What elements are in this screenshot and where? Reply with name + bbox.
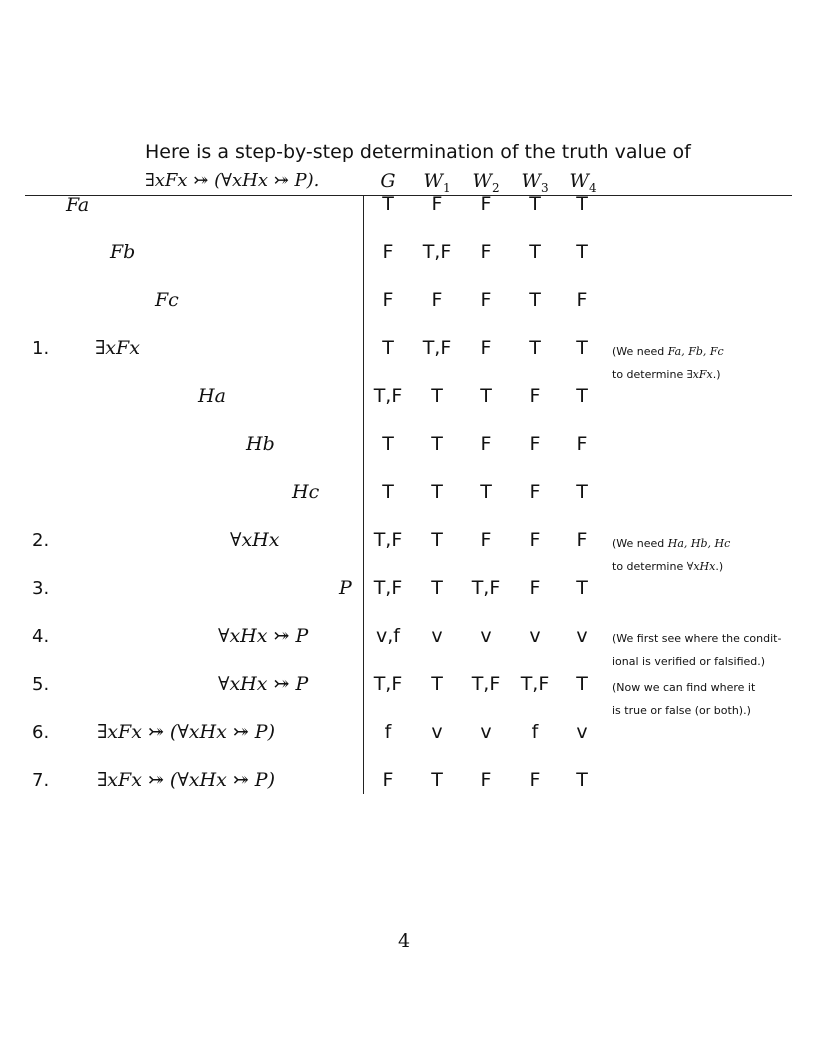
- note-universal: (We need Ha, Hb, Hc to determine ∀xHx.): [612, 537, 731, 573]
- cell-w4: T: [576, 673, 588, 695]
- row-formula: Ha: [198, 385, 226, 407]
- row-number: 7.: [32, 770, 50, 791]
- cell-w3: T: [529, 193, 541, 215]
- cell-w1: T: [431, 529, 443, 551]
- row-formula: ∀xHx ⤖ P: [218, 625, 309, 647]
- cell-w1: T,F: [422, 241, 452, 263]
- cell-w4: F: [576, 289, 588, 311]
- cell-w4: v: [576, 721, 588, 743]
- cell-w1: F: [431, 193, 443, 215]
- header-world-w4: $W_4$: [569, 170, 597, 195]
- cell-w4: T: [576, 481, 588, 503]
- cell-w3: f: [531, 721, 539, 743]
- cell-w2: T,F: [471, 673, 501, 695]
- cell-g: T,F: [373, 529, 403, 551]
- cell-w1: T: [431, 481, 443, 503]
- intro-formula-line: [145, 170, 319, 191]
- cell-w2: F: [480, 769, 492, 791]
- note-conditional-verified: (We first see where the condit- ional is verified or falsified.): [612, 632, 782, 668]
- cell-w3: T: [529, 289, 541, 311]
- cell-g: T: [382, 481, 394, 503]
- cell-w3: v: [529, 625, 541, 647]
- cell-w4: T: [576, 337, 588, 359]
- page-number: 4: [398, 930, 411, 952]
- cell-w4: T: [576, 769, 588, 791]
- cell-g: T,F: [373, 577, 403, 599]
- cell-w3: T: [529, 337, 541, 359]
- row-formula: ∃xFx ⤖ (∀xHx ⤖ P): [97, 769, 275, 791]
- cell-w3: F: [529, 481, 541, 503]
- note-existential: (We need Fa, Fb, Fc to determine ∃xFx.): [612, 345, 724, 381]
- cell-w1: T: [431, 433, 443, 455]
- intro-text: Here is a step-by-step determination of the truth value of: [145, 141, 691, 163]
- cell-w3: F: [529, 433, 541, 455]
- cell-w3: T,F: [520, 673, 550, 695]
- header-world-w2: $W_2$: [472, 170, 500, 195]
- row-formula: Fb: [110, 241, 136, 263]
- cell-w2: F: [480, 241, 492, 263]
- cell-w4: T: [576, 241, 588, 263]
- cell-w2: F: [480, 337, 492, 359]
- cell-w1: T: [431, 673, 443, 695]
- row-formula: P: [339, 577, 352, 599]
- row-formula: ∃xFx ⤖ (∀xHx ⤖ P): [97, 721, 275, 743]
- cell-g: F: [382, 289, 394, 311]
- cell-w3: F: [529, 529, 541, 551]
- cell-w1: T: [431, 769, 443, 791]
- cell-w2: F: [480, 193, 492, 215]
- cell-g: T,F: [373, 385, 403, 407]
- cell-w2: T,F: [471, 577, 501, 599]
- cell-w4: v: [576, 625, 588, 647]
- cell-w4: T: [576, 577, 588, 599]
- cell-w4: T: [576, 193, 588, 215]
- row-formula: Fa: [66, 194, 90, 216]
- cell-g: F: [382, 241, 394, 263]
- cell-g: T,F: [373, 673, 403, 695]
- row-formula: Hb: [246, 433, 275, 455]
- cell-w2: F: [480, 289, 492, 311]
- cell-w2: T: [480, 481, 492, 503]
- row-formula: Fc: [155, 289, 179, 311]
- cell-w4: T: [576, 385, 588, 407]
- row-number: 2.: [32, 530, 50, 551]
- cell-w1: T: [431, 385, 443, 407]
- cell-w4: F: [576, 529, 588, 551]
- header-world-w1: $W_1$: [423, 170, 451, 195]
- cell-w2: v: [480, 721, 492, 743]
- header-world-g: G: [380, 170, 396, 192]
- row-formula: ∀xHx ⤖ P: [218, 673, 309, 695]
- row-number: 6.: [32, 722, 50, 743]
- cell-w1: F: [431, 289, 443, 311]
- cell-w1: v: [431, 721, 443, 743]
- cell-w3: F: [529, 577, 541, 599]
- row-number: 3.: [32, 578, 50, 599]
- cell-w2: F: [480, 529, 492, 551]
- cell-w1: T,F: [422, 337, 452, 359]
- row-number: 4.: [32, 626, 50, 647]
- note-truth-both: (Now we can find where it is true or false (or both).): [612, 681, 756, 717]
- cell-w2: F: [480, 433, 492, 455]
- row-formula: ∀xHx: [230, 529, 280, 551]
- cell-w3: T: [529, 241, 541, 263]
- cell-g: T: [382, 433, 394, 455]
- row-number: 1.: [32, 338, 50, 359]
- cell-w4: F: [576, 433, 588, 455]
- cell-w3: F: [529, 385, 541, 407]
- cell-w2: v: [480, 625, 492, 647]
- cell-w1: T: [431, 577, 443, 599]
- cell-g: F: [382, 769, 394, 791]
- row-formula: Hc: [292, 481, 320, 503]
- cell-g: f: [384, 721, 392, 743]
- cell-g: v,f: [376, 625, 400, 647]
- row-formula: ∃xFx: [95, 337, 140, 359]
- header-world-w3: $W_3$: [521, 170, 549, 195]
- cell-g: T: [382, 337, 394, 359]
- row-number: 5.: [32, 674, 50, 695]
- target-formula: ∃xFx ⤖ (∀xHx ⤖ P).: [145, 170, 320, 191]
- cell-w3: F: [529, 769, 541, 791]
- cell-g: T: [382, 193, 394, 215]
- cell-w2: T: [480, 385, 492, 407]
- cell-w1: v: [431, 625, 443, 647]
